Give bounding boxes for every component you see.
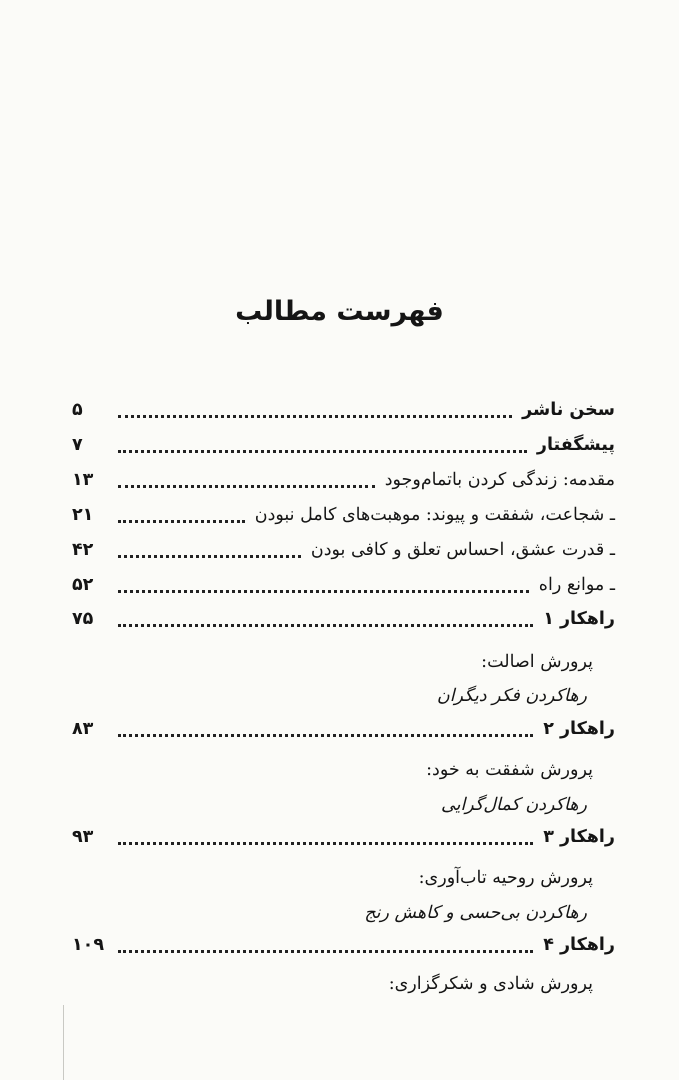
page-title: فهرست مطالب xyxy=(235,296,444,327)
dot-leader xyxy=(118,588,529,593)
toc-entry-guidepost-4 xyxy=(72,930,615,960)
toc-entry-label: راهکار ۴ xyxy=(543,935,615,955)
toc-entry-label: ـ شجاعت، شفقت و پیوند: موهبت‌های کامل نبودن xyxy=(254,505,615,525)
toc-page-number: ۷ xyxy=(72,435,83,455)
toc-page-number: ۵ xyxy=(72,400,83,420)
toc-page-number: ۸۳ xyxy=(72,719,94,739)
toc-page-number: ۱۰۹ xyxy=(72,935,105,955)
toc-entry-guidepost-3 xyxy=(72,822,615,852)
page-edge-line xyxy=(63,1005,64,1080)
toc-page-number: ۴۲ xyxy=(72,540,94,560)
dot-leader xyxy=(118,448,527,453)
toc-page-number: ۲۱ xyxy=(72,505,94,525)
toc-entry-guidepost-2 xyxy=(72,714,615,744)
dot-leader xyxy=(118,622,533,627)
toc-entry-power-of-love xyxy=(72,535,615,565)
toc-entry-label: ـ قدرت عشق، احساس تعلق و کافی بودن xyxy=(310,540,615,560)
toc-entry-introduction xyxy=(72,465,615,495)
toc-entry-label: پیشگفتار xyxy=(536,435,615,455)
toc-subtitle-italic: رهاکردن بی‌حسی و کاهش رنج xyxy=(364,903,587,923)
toc-subtitle: پرورش شادی و شکرگزاری: xyxy=(388,974,593,994)
toc-entry-courage xyxy=(72,500,615,530)
toc-entry-label: راهکار ۲ xyxy=(543,719,615,739)
toc-entry-foreword xyxy=(72,430,615,460)
toc-subtitle: پرورش شفقت به خود: xyxy=(426,760,593,780)
toc-page-number: ۹۳ xyxy=(72,827,94,847)
dot-leader xyxy=(118,413,512,418)
toc-entry-label: مقدمه: زندگی کردن باتمام‌وجود xyxy=(384,470,615,490)
dot-leader xyxy=(118,840,533,845)
toc-page-number: ۱۳ xyxy=(72,470,94,490)
toc-entry-label: راهکار ۱ xyxy=(543,609,615,629)
toc-entry-label: ـ موانع راه xyxy=(538,575,615,595)
toc-subtitle: پرورش روحیه تاب‌آوری: xyxy=(418,868,593,888)
dot-leader xyxy=(118,948,533,953)
toc-subtitle: پرورش اصالت: xyxy=(481,652,593,672)
toc-entry-label: سخن ناشر xyxy=(522,400,615,420)
toc-entry-guidepost-1 xyxy=(72,604,615,634)
toc-entry-label: راهکار ۳ xyxy=(543,827,615,847)
dot-leader xyxy=(118,553,301,558)
dot-leader xyxy=(118,518,245,523)
toc-entry-publisher-note xyxy=(72,395,615,425)
toc-page-number: ۷۵ xyxy=(72,609,94,629)
toc-entry-obstacles xyxy=(72,570,615,600)
dot-leader xyxy=(118,732,533,737)
toc-page-number: ۵۲ xyxy=(72,575,94,595)
toc-subtitle-italic: رهاکردن فکر دیگران xyxy=(436,686,587,706)
toc-subtitle-italic: رهاکردن کمال‌گرایی xyxy=(440,795,587,815)
dot-leader xyxy=(118,483,375,488)
